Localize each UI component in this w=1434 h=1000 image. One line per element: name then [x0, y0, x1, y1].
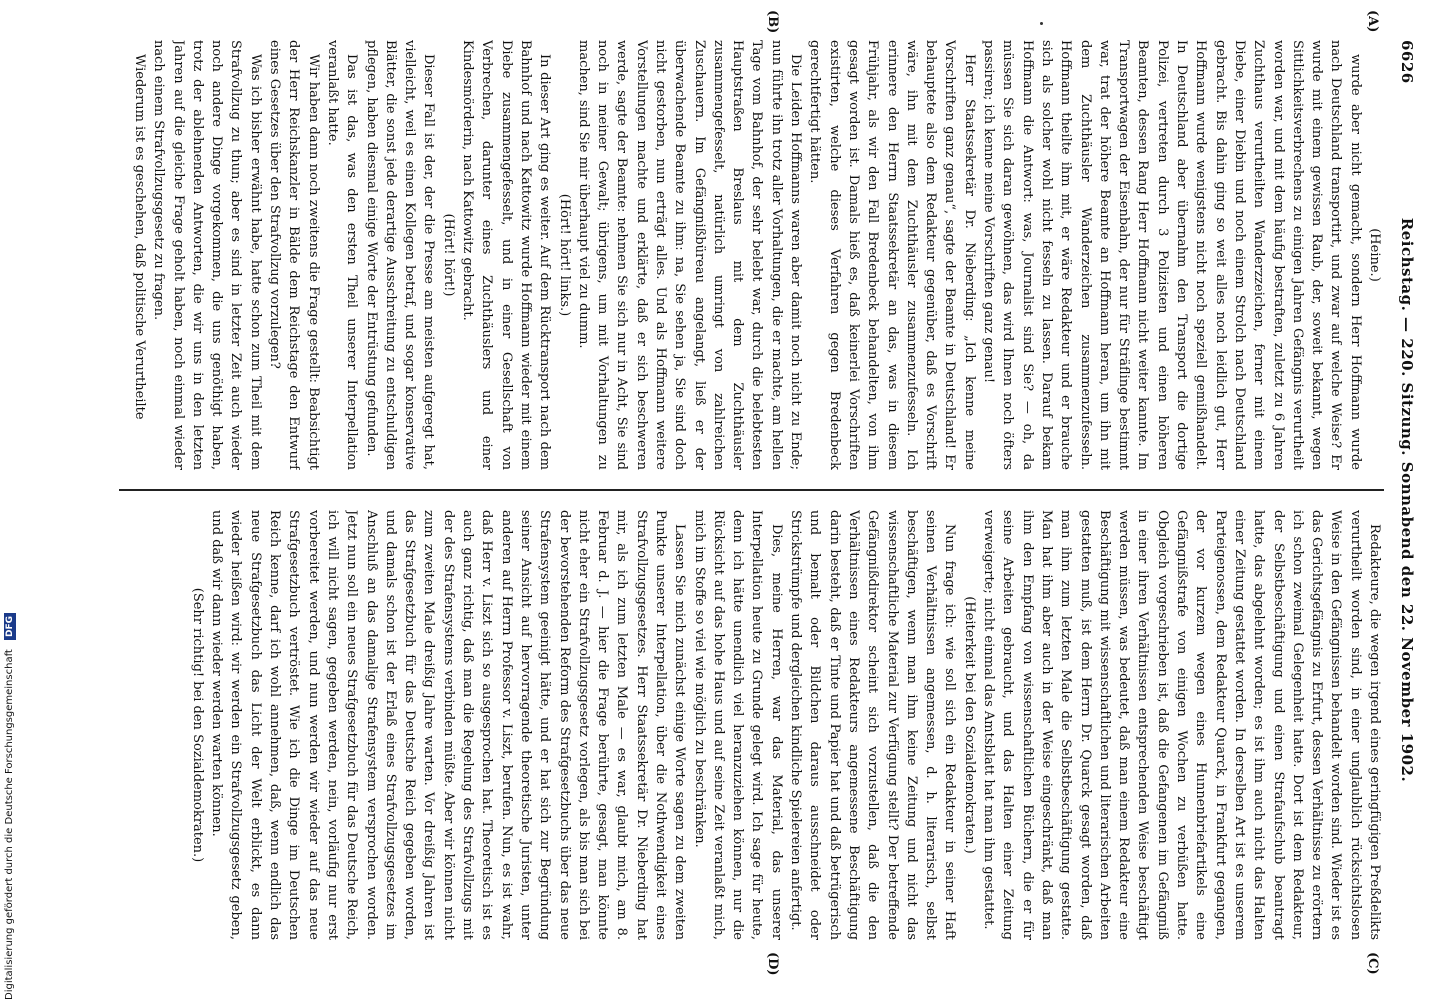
paragraph: Die Leiden Hoffmanns waren aber damit noch nicht zu Ende; nun führte ihn trotz aller Vorhaltungen, die er machte, am hellen Tage vom Bahnhof, der sehr belebt war, durch die belebtesten Hauptstraßen Breslaus mit dem Zuchthäusler zusammengefesselt, natürlich umringt von zahlreichen Zuschauern. Im Gefängnißbüreau angelangt, ließ er der überwachende Beamte zu ihm: na, Sie sehen ja, Sie sind doch nicht gestorben, nun erträgt alles. Und als Hoffmann weitere Vorstellungen machte und erklärte, daß er sich beschweren werde, sagte der Beamte: nehmen Sie sich nur in Acht, Sie sind noch in meiner Gewalt; übrigens, um mit Vorhaltungen zu machen, sind Sie mir überhaupt viel zu dumm. — [575, 40, 804, 470]
interjection: (Hört! hört!) — [440, 213, 456, 297]
paragraph: Dieser Fall ist der, der die Presse am meisten aufgeregt hat, vielleicht, weil es einen Kollegen betraf, und sogar konservative Blätter, die sonst jede derartige Ausschreitung zu entschuldigen pflegen, haben diesmal einige Worte der Entrüstung gefunden. — [363, 40, 437, 470]
column-divider — [119, 489, 1384, 491]
running-head — [1390, 40, 1420, 960]
interjection: (Heiterkeit bei den Sozialdemokraten.) — [961, 596, 977, 854]
margin-marker-b: (B) — [765, 10, 780, 34]
page-number: 6626 — [1398, 40, 1416, 84]
scan-speck — [1040, 22, 1043, 25]
left-column — [114, 40, 1384, 470]
page-header-title: Reichstag. — 220. Sitzung. Sonnabend den 22. November 1902. — [1398, 217, 1416, 783]
paragraph: Was ich bisher erwähnt habe, hatte schon zum Theil mit dem Strafvollzug zu thun; aber es sind in letzter Zeit auch wieder noch andere Dinge vorgekommen, die uns genöthigt haben, trotz der ablehnenden Antworten, die wir uns in den letzten Jahren auf die gleiche Frage geholt haben, noch einmal wieder nach einem Strafvollzugsgesetz zu fragen. — [151, 40, 263, 470]
paragraph: wurde aber nicht gemacht, sondern Herr Hoffmann wurde nach Deutschland transportirt, und zwar auf welche Weise? Er wurde mit einem gewissen Raub, der, soweit bekannt, wegen Sittlichkeitsverbrechens zu einigen Jahren Gefängnis verurtheilt worden war, und mit dem häufig bestraften, zuletzt zu 6 Jahren Zuchthaus verurtheilten Wanderzzeichen, ferner mit einem Diebe, einer Diebin und noch einem Strolch nach Deutschland gebracht. Bis dahin ging so weit alles noch leidlich gut, Herr Hoffmann wurde wenigstens nicht noch speziell gemißhandelt. In Deutschland aber übernahm den Transport die dortige Polizei, vertreten durch 3 Polizisten und einen höheren Beamten, dessen Rang Herr Hoffmann nicht weiter kannte. Im Transportwagen der Eisenbahn, der nur für Sträflinge bestimmt war, trat der höhere Beamte an Hoffmann heran, um ihn mit dem Zuchthäusler Wanderzeichen zusammenzufesseln. Hoffmann theilte ihm mit, er wäre Redakteur und er brauche sich als solcher wohl nicht fesseln zu lassen. Darauf bekam Hoffmann die Antwort: was, Journalist sind Sie? — oh, da müssen Sie sich daran gewöhnen, das wird Ihnen noch öfters passiren; ich kenne meine Vorschriften ganz genau! — [981, 40, 1363, 470]
paragraph: In dieser Art ging es weiter. Auf dem Rücktransport nach dem Bahnhof und nach Kattowitz wurde Hoffmann wieder mit einem Diebe zusammengefesselt, und in einer Gesellschaft von Verbrechen, darunter eines Zuchthäuslers und einer Kindesmörderin, nach Kattowitz gebracht. — [460, 40, 553, 470]
paragraph: Redakteure, die wegen irgend eines geringfügigen Preßdelikts verurtheilt worden sind, in einer unglaublich rücksichtslosen Weise in den Gefängnissen behandelt worden sind. Wieder ist es das Gerichtsgefängnis zu Erfurt, dessen Verhältnisse zu erörtern ich schon zweimal Gelegenheit hatte. Dort ist dem Redakteur, der Selbstbeschäftigung und einen Strafaufschub beantragt hatte, das abgelehnt worden; es ist ihm auch nicht das Halten einer Zeitung gestattet worden. In derselben Art ist es unserem Parteigenossen, dem Redakteur Quarck, in Frankfurt gegangen, der vor kurzem wegen eines Hunnenbriefartikels eine Gefängnißstrafe von einigen Wochen zu verbüßen hatte. Obgleich vorgeschrieben ist, daß die Gefangenen im Gefängniß in einer ihren Verhältnissen entsprechenden Weise beschäftigt werden müssen, was bedeutet, daß man einem Redakteur eine Beschäftigung mit wissenschaftlichen und literarischen Arbeiten gestatten muß, ist dem Herrn Dr. Quarck gesagt worden, daß man ihm zum letzten Male die Selbstbeschäftigung gestatte. Man hat ihm aber auch in der Weise eingeschränkt, daß man ihm den Empfang von wissenschaftlichen Büchern, die er für seine Arbeiten gebraucht, und das Halten einer Zeitung verweigerte; nicht einmal das Amtsblatt hat man ihm gestattet. — [981, 510, 1382, 940]
margin-marker-d: (D) — [765, 952, 780, 976]
newspaper-page — [100, 10, 1420, 976]
interjection: (Sehr richtig! bei den Sozialdemokraten.) — [189, 587, 205, 863]
paragraph: Nun frage ich: wie soll sich ein Redakteur in seiner Haft seinen Verhältnissen angemessen, d. h. literarisch, selbst beschäftigen, wenn man ihm keine Zeitung und nicht das wissenschaftliche Material zur Verfügung stellt? Der betreffende Gefängnißdirektor scheint sich vorzustellen, daß die den Verhältnissen eines Redakteurs angemessene Beschäftigung darin besteht, daß er Tinte und Papier hat und daß betrügerisch und bemalt oder Bildchen daraus ausschneidet oder Strickstrümpfe und dergleichen kindliche Spielereien anfertigt. — [788, 510, 958, 940]
paragraph: Wir haben dann noch zweitens die Frage gestellt: Beabsichtigt der Herr Reichskanzler in Bälde dem Reichstage den Entwurf eines Gesetzes über den Strafvollzug vorzulegen? — [267, 40, 321, 470]
margin-marker-a: (A) — [1365, 10, 1380, 33]
credit-text: Digitalisierung gefördert durch die Deutsche Forschungsgemeinschaft — [4, 649, 15, 1000]
speaker-label: (Heine.) — [1367, 228, 1382, 282]
paragraph: Wiederum ist es geschehen, daß politische Verurtheilte — [132, 54, 147, 420]
paragraph: Das ist das, was den ersten Theil unserer Interpellation veranlaßt hatte. — [324, 40, 360, 470]
interjection: (Hört! hört! links.) — [556, 193, 572, 317]
paragraph: Dies, meine Herren, war das Material, das unserer Interpellation heute zu Grunde gelegt wird. Ich sage für heute, denn ich hätte unendlich viel heranzuziehen können, nur die Rücksicht auf das hohe Haus und auf seine Zeit veranlaßt mich, mich im Stoffe so viel wie möglich zu beschränken. — [691, 510, 784, 940]
digitization-credit — [4, 613, 16, 1000]
right-column — [114, 510, 1384, 940]
paragraph: Herr Staatssekretär Dr. Nieberding: „Ich kenne meine Vorschriften ganz genau“, sagte der Beamte in Deutschland! Er behauptete also dem Redakteur gegenüber, daß es Vorschrift wäre, ihn mit dem Zuchthäusler zusammenzufesseln. Ich erinnere den Herrn Staatssekretär an das, was in diesem Frühjahr, als wir den Fall Bredenbeck behandelten, von ihm gesagt worden ist. Damals hieß es, daß keinerlei Vorschriften existirten, welche dieses Verfahren gegen Bredenbeck gerechtfertigt hätten. — [807, 40, 977, 470]
dfg-logo: DFG — [4, 613, 16, 640]
paragraph: Lassen Sie mich zunächst einige Worte sagen zu dem zweiten Punkte unserer Interpellation, über die Nothwendigkeit eines Strafvollzugsgesetzes. Herr Staatssekretär Dr. Nieberding hat mir, als ich zum letzten Male — es war, glaubt mich, am 8. Februar d. J. — hier die Frage berührte, gesagt, man könnte nicht eher ein Strafvollzugsgesetz vorlegen, als bis man sich bei der bevorstehenden Reform des Strafgesetzbuchs über das neue Strafensystem geeinigt hätte, und er hat sich zur Begründung seiner Ansicht auf hervorragende theoretische Juristen, unter anderen auf Herrn Professor v. Liszt, berufen. Nun, es ist wahr, daß Herr v. Liszt sich so ausgesprochen hat. Theoretisch ist es auch ganz richtig, daß man die Regelung des Strafvollzugs mit der des Strafensystems verbinden müßte. Aber wir können nicht zum zweiten Male dreißig Jahre warten. Vor dreißig Jahren ist das Strafgesetzbuch für das Deutsche Reich gegeben worden, und damals schon ist der Erlaß eines Strafvollzugsgesetzes im Anschluß an das damalige Strafensystem versprochen worden. Jetzt nun soll ein neues Strafgesetzbuch für das Deutsche Reich, ich will nicht sagen, gegeben werden, nein, vorläufig nur erst vorbereitet werden, und nun werden wir wieder auf das neue Strafgesetzbuch vertröstet. Wie ich die Dinge im Deutschen Reich kenne, darf ich wohl annehmen, daß, wenn endlich das neue Strafgesetzbuch das Licht der Welt erblickt, es dann wieder heißen wird: wir werden ein Strafvollzugsgesetz geben, und daß wir dann wieder werden warten können. — [209, 510, 688, 940]
margin-marker-c: (C) — [1365, 952, 1380, 975]
